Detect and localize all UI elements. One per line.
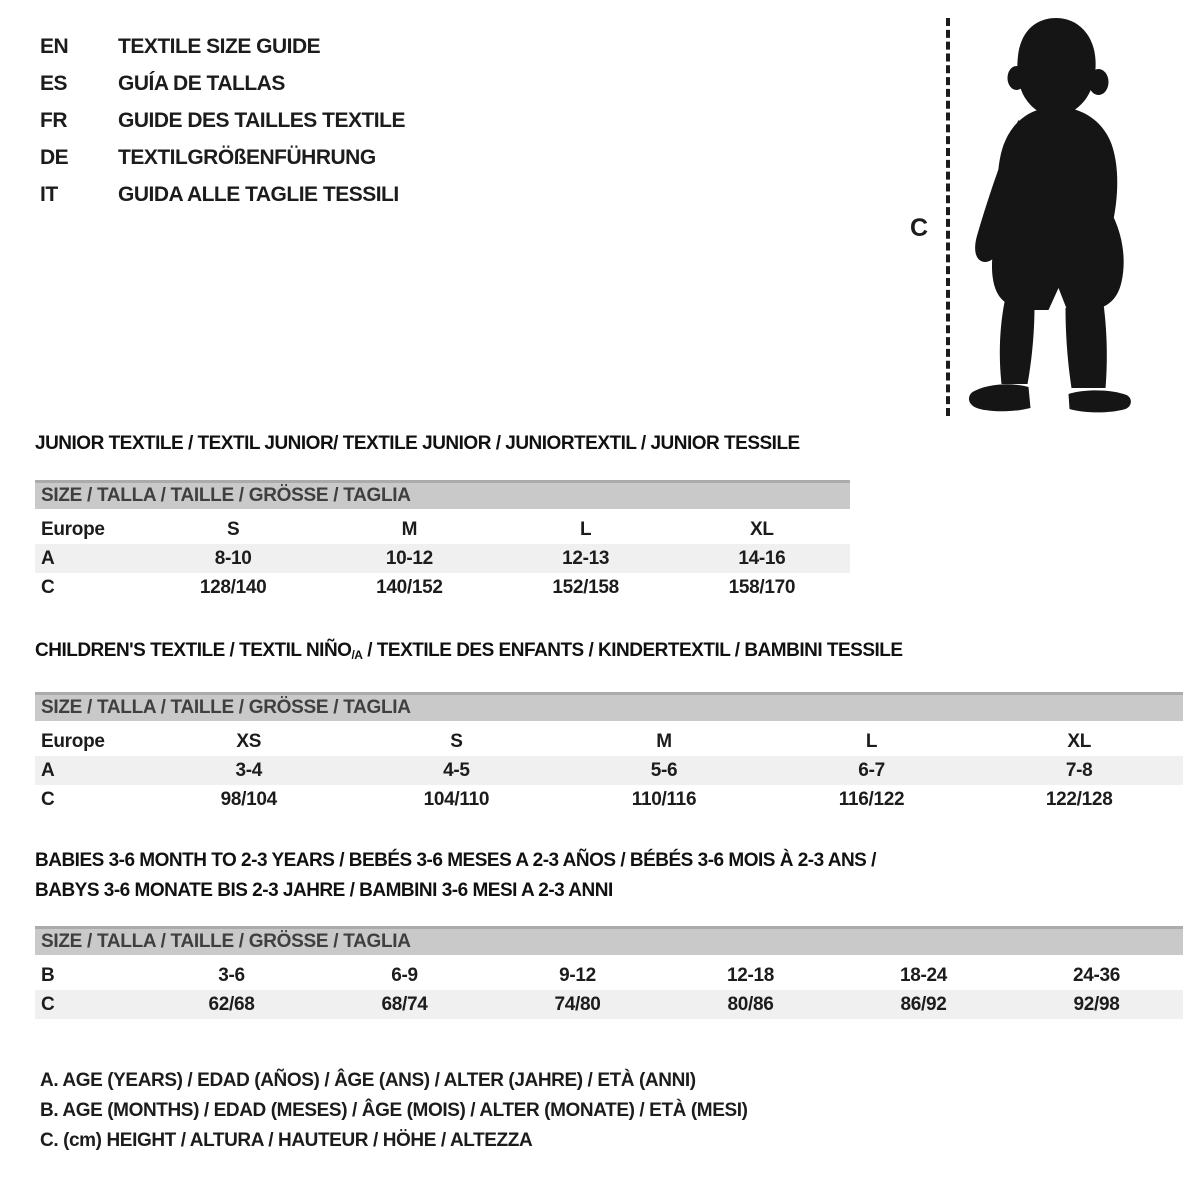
size-cell: XS	[236, 730, 262, 752]
height-dashed-line	[946, 18, 950, 416]
row-label: C	[41, 788, 55, 810]
size-cell: 9-12	[559, 964, 596, 986]
language-row	[40, 139, 405, 176]
size-cell: 68/74	[381, 993, 428, 1015]
size-table-header-bar: SIZE / TALLA / TAILLE / GRÖSSE / TAGLIA	[35, 926, 1183, 955]
size-cell: 8-10	[214, 547, 252, 569]
size-cell: 7-8	[1065, 759, 1093, 781]
language-code: DE	[40, 145, 69, 169]
row-label: A	[41, 759, 55, 781]
size-cell: 10-12	[385, 547, 433, 569]
size-cell: M	[401, 518, 418, 540]
language-title: TEXTILGRÖßENFÜHRUNG	[118, 145, 376, 169]
size-cell: 158/170	[728, 576, 796, 598]
language-code: EN	[40, 34, 69, 58]
measure-legend	[40, 1066, 748, 1156]
size-cell: 12-18	[726, 964, 775, 986]
size-cell: L	[865, 730, 878, 752]
section-babies	[35, 846, 1183, 1019]
legend-line-c: C. (cm) HEIGHT / ALTURA / HAUTEUR / HÖHE / ALTEZZA	[40, 1130, 533, 1151]
size-cell: XL	[1067, 730, 1092, 752]
size-cell: 74/80	[554, 993, 601, 1015]
size-cell: 128/140	[199, 576, 267, 598]
language-title: GUIDA ALLE TAGLIE TESSILI	[118, 182, 399, 206]
language-row	[40, 28, 405, 65]
size-cell: 24-36	[1072, 964, 1121, 986]
row-label: C	[41, 576, 55, 598]
junior-size-table	[35, 480, 850, 602]
size-cell: 5-6	[650, 759, 678, 781]
table-row-age	[35, 544, 850, 573]
children-size-table	[35, 692, 1183, 814]
size-cell: 4-5	[443, 759, 470, 781]
size-cell: M	[656, 730, 672, 752]
row-label: Europe	[41, 730, 105, 752]
legend-line-b: B. AGE (MONTHS) / EDAD (MESES) / ÂGE (MOIS) / ALTER (MONATE) / ETÀ (MESI)	[40, 1100, 748, 1121]
language-title: GUIDE DES TAILLES TEXTILE	[118, 108, 405, 132]
children-heading-sub: /A	[351, 648, 363, 662]
section-junior	[35, 432, 850, 602]
size-cell: 12-13	[562, 547, 610, 569]
size-cell: 152/158	[552, 576, 619, 598]
row-label: Europe	[41, 518, 105, 540]
legend-line-a: A. AGE (YEARS) / EDAD (AÑOS) / ÂGE (ANS) / ALTER (JAHRE) / ETÀ (ANNI)	[40, 1070, 696, 1091]
language-code: ES	[40, 71, 68, 95]
babies-heading-line1: BABIES 3-6 MONTH TO 2-3 YEARS / BEBÉS 3-6 MESES A 2-3 AÑOS / BÉBÉS 3-6 MOIS À 2-3 ANS /	[35, 850, 876, 871]
babies-size-table	[35, 926, 1183, 1019]
size-cell: XL	[750, 518, 774, 540]
babies-heading-line2: BABYS 3-6 MONATE BIS 2-3 JAHRE / BAMBINI 3-6 MESI A 2-3 ANNI	[35, 880, 613, 901]
size-cell: 14-16	[738, 547, 786, 569]
language-code: IT	[40, 182, 58, 206]
size-table-header-bar: SIZE / TALLA / TAILLE / GRÖSSE / TAGLIA	[35, 480, 850, 509]
language-row	[40, 102, 405, 139]
row-label: C	[41, 993, 55, 1015]
table-row-height	[35, 785, 1183, 814]
size-cell: 98/104	[220, 788, 277, 810]
language-title: TEXTILE SIZE GUIDE	[118, 34, 321, 58]
junior-heading: JUNIOR TEXTILE / TEXTIL JUNIOR/ TEXTILE JUNIOR / JUNIORTEXTIL / JUNIOR TESSILE	[35, 433, 800, 454]
size-cell: 122/128	[1045, 788, 1113, 810]
size-cell: 110/116	[631, 788, 697, 810]
size-cell: 104/110	[423, 788, 490, 810]
size-cell: 62/68	[208, 993, 255, 1015]
size-cell: 92/98	[1073, 993, 1120, 1015]
size-cell: 6-9	[391, 964, 418, 986]
size-cell: 86/92	[900, 993, 947, 1015]
section-children	[35, 639, 1183, 814]
size-cell: S	[450, 730, 463, 752]
table-row-height	[35, 990, 1183, 1019]
children-heading-post: / TEXTILE DES ENFANTS / KINDERTEXTIL / BAMBINI TESSILE	[362, 640, 903, 661]
toddler-silhouette	[962, 12, 1147, 422]
table-row-europe	[35, 515, 850, 544]
size-cell: 18-24	[899, 964, 948, 986]
language-code: FR	[40, 108, 67, 132]
size-cell: 140/152	[376, 576, 443, 598]
size-cell: 3-4	[235, 759, 263, 781]
size-cell: 3-6	[218, 964, 245, 986]
size-cell: L	[579, 518, 592, 540]
language-row	[40, 176, 405, 213]
children-heading	[35, 639, 1183, 667]
children-heading-pre: CHILDREN'S TEXTILE / TEXTIL NIÑO	[35, 640, 352, 661]
row-label: A	[41, 547, 55, 569]
language-title: GUÍA DE TALLAS	[118, 71, 285, 95]
language-title-block	[40, 28, 405, 213]
table-row-height	[35, 573, 850, 602]
row-label: B	[41, 964, 55, 986]
table-row-age	[35, 756, 1183, 785]
size-cell: 6-7	[858, 759, 885, 781]
height-figure	[898, 10, 1153, 424]
table-row-europe	[35, 727, 1183, 756]
language-row	[40, 65, 405, 102]
size-cell: 80/86	[727, 993, 774, 1015]
size-table-header-bar: SIZE / TALLA / TAILLE / GRÖSSE / TAGLIA	[35, 692, 1183, 721]
size-cell: S	[226, 518, 240, 540]
height-measure-label: C	[910, 214, 929, 242]
table-row-months	[35, 961, 1183, 990]
size-cell: 116/122	[838, 788, 905, 810]
